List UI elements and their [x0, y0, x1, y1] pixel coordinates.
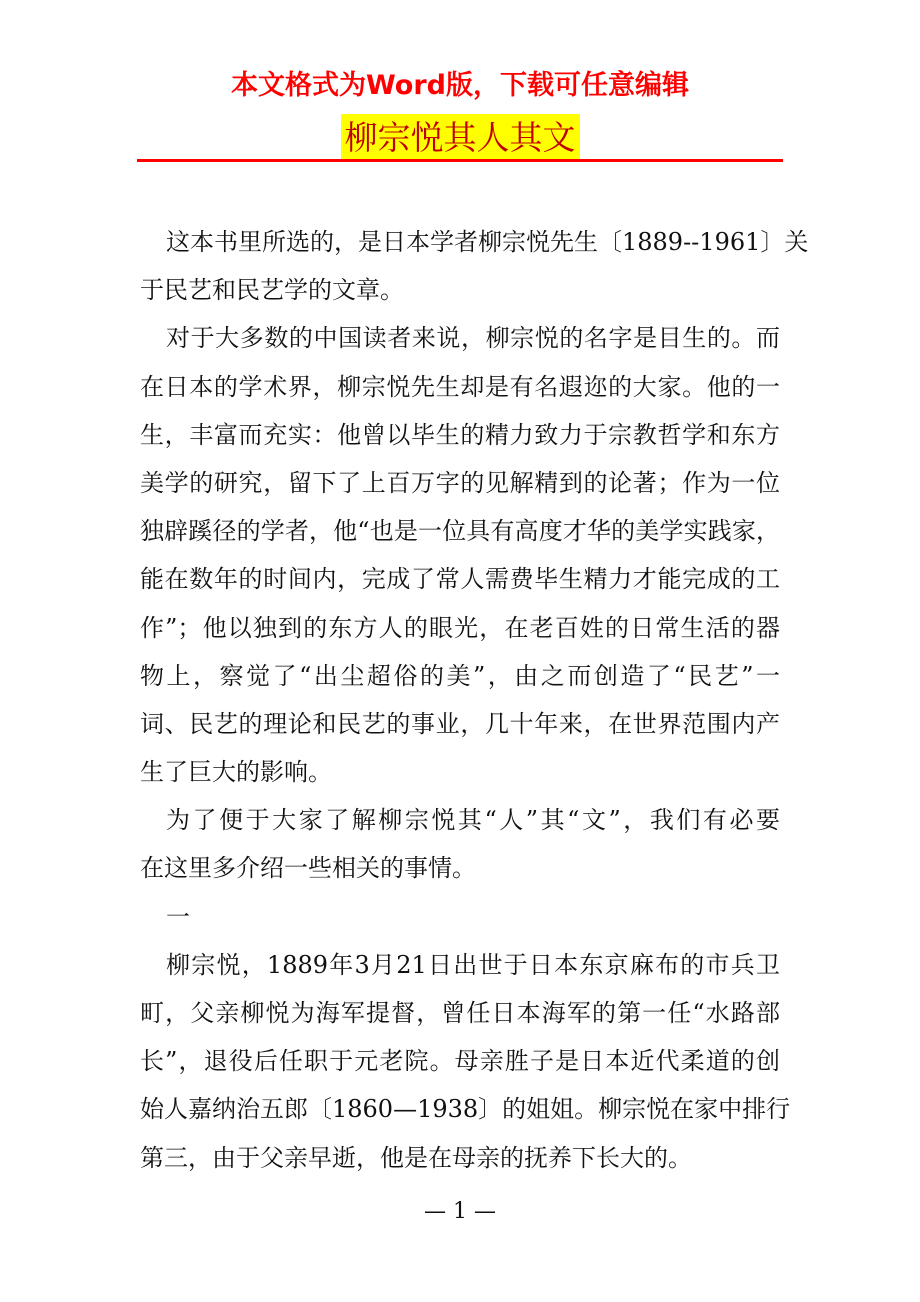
paragraph [140, 941, 791, 1182]
paragraph [140, 218, 809, 314]
title-divider [137, 159, 783, 162]
paragraph-line: 作”；他以独到的东方人的眼光，在老百姓的日常生活的器 [140, 613, 780, 642]
paragraph-line: 物上，察觉了“出尘超俗的美”，由之而创造了“民艺”一 [140, 661, 780, 690]
paragraph-line: 独辟蹊径的学者，他“也是一位具有高度才华的美学实践家， [140, 517, 780, 546]
paragraph-line: 第三，由于父亲早逝，他是在母亲的抚养下长大的。 [140, 1143, 692, 1172]
paragraph-line: 生了巨大的影响。 [140, 758, 332, 787]
paragraph-line: 长”，退役后任职于元老院。母亲胜子是日本近代柔道的创 [140, 1047, 780, 1076]
paragraph-line: 词、民艺的理论和民艺的事业，几十年来，在世界范围内产 [140, 709, 780, 738]
paragraph-line: 柳宗悦，1889年3月21日出世于日本东京麻布的市兵卫 [166, 950, 780, 979]
paragraph-line: 在日本的学术界，柳宗悦先生却是有名遐迩的大家。他的一 [140, 372, 780, 401]
paragraph [140, 893, 780, 941]
paragraph-line: 町，父亲柳悦为海军提督，曾任日本海军的第一任“水路部 [140, 999, 780, 1027]
paragraph-line: 一 [166, 902, 190, 931]
document-title-wrapper [0, 114, 920, 162]
document-title: 柳宗悦其人其文 [341, 114, 580, 162]
document-body [140, 218, 809, 1182]
paragraph [140, 314, 780, 796]
paragraph-line: 生，丰富而充实：他曾以毕生的精力致力于宗教哲学和东方 [140, 420, 780, 449]
paragraph [140, 796, 780, 892]
paragraph-line: 美学的研究，留下了上百万字的见解精到的论著；作为一位 [140, 468, 780, 497]
page-number: — 1 — [424, 1199, 496, 1224]
paragraph-line: 为了便于大家了解柳宗悦其“人”其“文”，我们有必要 [166, 806, 780, 835]
paragraph-line: 在这里多介绍一些相关的事情。 [140, 854, 476, 883]
paragraph-line: 于民艺和民艺学的文章。 [140, 276, 404, 305]
paragraph-line: 这本书里所选的，是日本学者柳宗悦先生〔1889--1961〕关 [166, 228, 809, 256]
editable-format-banner: 本文格式为Word版，下载可任意编辑 [230, 70, 689, 101]
paragraph-line: 能在数年的时间内，完成了常人需费毕生精力才能完成的工 [140, 565, 780, 594]
paragraph-line: 始人嘉纳治五郎〔1860—1938〕的姐姐。柳宗悦在家中排行 [140, 1095, 791, 1124]
paragraph-line: 对于大多数的中国读者来说，柳宗悦的名字是目生的。而 [166, 324, 780, 353]
